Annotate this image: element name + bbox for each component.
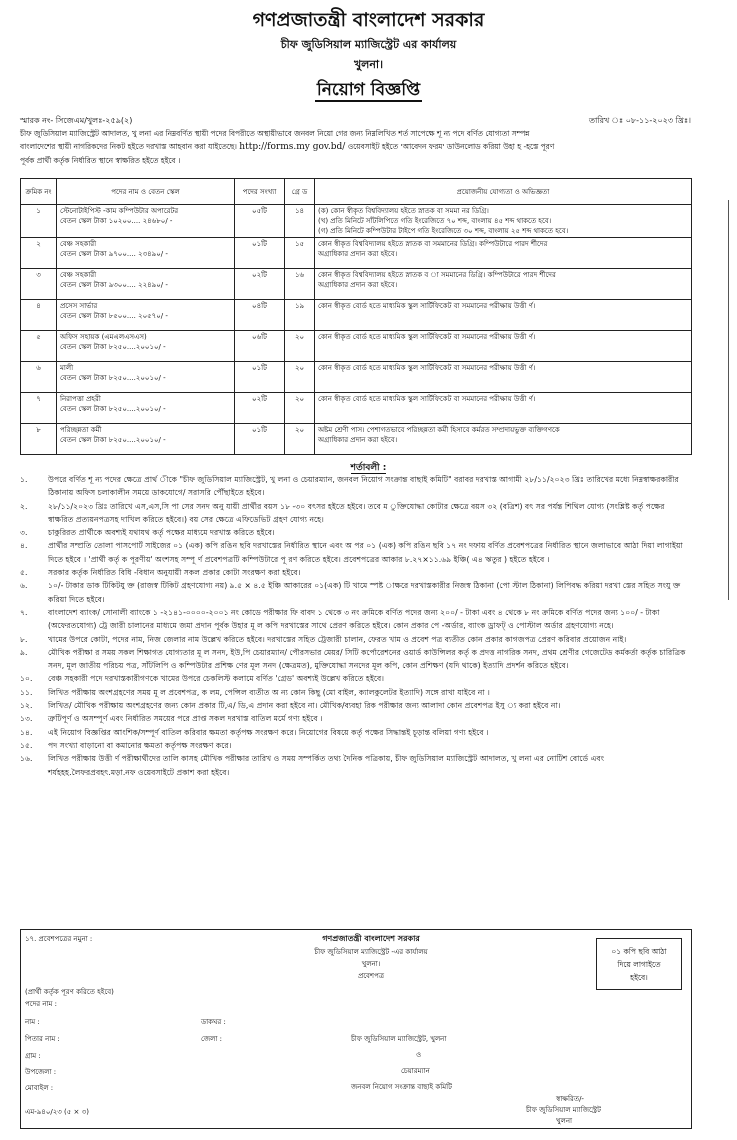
condition-number: ১২. [20,701,33,711]
condition-text: ২৮/১১/২০২৩ খ্রিঃ তারিখে এস,এস,সি পা সের সনদ অনু যায়ী প্রার্থীর বয়স ১৮ -৩০ বৎসর হইতে হইবে। তবে ম ুক্তিযোদ্ধা কোটার ক্ষেত্রে বয়স ৩২ (বত্রিশ) বৎ সর পর্যন্ত শিথিল যোগ্য (সংশ্লিষ্ট কর্তৃ পক্ষের স্বাক্ষরিত প্রত্যয়নপত্রসহ দাখিল করিতে হইবে।) বয় সের ক্ষেত্রে এফিডেভিট গ্রহণ যোগ্য নহে। [48,501,665,524]
field-upazila: উপজেলা : [25,1068,57,1076]
col-post: পদের নাম ও বেতন স্কেল [57,179,235,205]
admit-card-sample [20,929,692,1129]
condition-item [20,752,692,779]
photo-line-1: ০১ কপি ছবি আঠা [611,947,667,956]
condition-text: এই নিয়োগ বিজ্ঞপ্তির আংশিক/সম্পূর্ণ বাতিল করিবার ক্ষমতা কর্তৃপক্ষ সংরক্ষণ করে। নিয়োগের বিষয়ে কর্তৃ পক্ষের সিদ্ধান্তই চূড়ান্ত বলিয়া গণ্য হইবে । [48,727,489,737]
post-cell [57,362,235,393]
condition-number: ৮. [20,634,28,644]
office-city: খুলনা। [353,58,384,71]
signed-mark: স্বাক্ষরিত/- [556,1095,584,1103]
condition-item [20,566,692,579]
post-cell [57,205,235,238]
condition-text: প্রার্থীর সম্প্রতি তোলা পাসপোর্ট সাইজের ০১ (এক) কপি রঙিন ছবি দরখাস্তের নির্ধারিত স্থানে এবং অ পর ০১ (এক) কপি রঙিন ছবি ১৭ নং দফায় বর্ণিত প্রবেশপত্রের নির্ধারিত স্থানে জলাভাবে আঠা দিয়া লাগাইয়া দিতে হইবে । 'প্রার্থী কর্তৃ ক পূরণীয়' অংশসহ সম্পূ র্ণ প্রবেশপত্রটি কম্পিউটারে পূ রণ করিতে হইবে। প্রবেশপত্রের আকার ৮.২৭×১১.৬৯ ইঞ্চি( এ৪ ঋতুর ) হইতে হইবে । [48,541,683,564]
condition-item [20,686,692,699]
condition-number: ৬. [20,581,28,591]
condition-text: লিখিত/ মৌখিক পরীক্ষায় অংশগ্রহণের জন্য কোন প্রকার টি,এ/ ডি,এ প্রদান করা হইবে না। মৌখিক/ব্যবহা রিক পরীক্ষার জন্য আলাদা কোন প্রবেশপত্র ইসু ্য করা হইবে না। [48,701,561,711]
qual-line-1: কোন স্বীকৃত বোর্ড হতে মাধ্যমিক স্কুল সার্টিফিকেট বা সমমানের পরীক্ষায় উত্তী র্ণ। [318,395,536,403]
post-name: পরিচ্ছন্নতা কর্মী [60,426,102,434]
count-cell: ০২টি [235,269,285,300]
forms-url-link[interactable]: http://forms.my gov.bd/ [239,142,346,152]
serial-cell: ৭ [21,393,57,424]
qualification-cell [315,238,692,269]
intro-line-1: চীফ জুডিসিয়াল ম্যাজিস্ট্রেট আদালত, খু লনা এর নিম্নবর্ণিত স্থায়ী পদের বিপরীতে অস্থায়ীভাবে জনবল নিয়ো গের জন্য নিম্নলিখিত শর্ত সাপেক্ষে শূ ন্য পদে বর্ণিত যোগ্যতা সম্পন্ন [20,129,530,138]
pay-scale: বেতন স্কেল টাকা ৮২৫০....২০০১০/ - [60,436,166,444]
grade-cell: ২০ [285,393,315,424]
table-row [21,269,692,300]
post-cell [57,424,235,455]
qualification-cell [315,269,692,300]
condition-text: বেঞ্চ সহকারী পদে দরখাস্তকারীগণকে খামের উপরে চেকলিস্ট কলামে বর্ণিত 'গ্রেড' অবশ্যই উল্লেখ করিতে হইবে। [48,674,385,684]
qual-line-3: (গ) প্রতি মিনিটে কম্পিউটার টাইপে গতি ইংরেজিতে ৩০ শব্দ, বাংলায় ২৫ শব্দ থাকতে হবে। [318,227,569,235]
margin-line [728,200,729,600]
condition-text: পদ সংখ্যা বাড়ানো বা কমানোর ক্ষমতা কর্তৃপক্ষ সংরক্ষণ করে। [48,740,232,750]
condition-text: ত্রুটিপূর্ণ ও অসম্পূর্ণ এবং নির্ধারিত সময়ের পরে প্রাপ্ত সকল দরখাস্ত বাতিল মর্মে গণ্য হইবে । [48,714,323,724]
qualification-cell [315,331,692,362]
intro-line-2a: বাংলাদেশের স্থায়ী নাগরিকদের নিকট হইতে দরখাস্ত আহবান করা যাইতেছে। [20,142,237,151]
qual-line-1: কোন স্বীকৃত বিশ্ববিদ্যালয় হইতে স্নাতক ব া সমমানের ডিগ্রি। কম্পিউটারে পারদ র্শীদের [318,271,556,279]
qual-line-1: কোন স্বীকৃত বোর্ড হতে মাধ্যমিক স্কুল সার্টিফিকেট বা সমমানের পরীক্ষায় উত্তী র্ণ। [318,302,536,310]
col-grade: গ্রে ড [285,179,315,205]
signer-title: চীফ জুডিসিয়াল ম্যাজিস্ট্রেট [526,1106,601,1114]
admit-heading: প্রবেশপত্র [358,972,384,980]
condition-text: চাকুরিরত প্রার্থীকে অবশ্যই যথাযথ কর্তৃ পক্ষের মাধ্যমে দরখাস্ত করিতে হইবে। [48,528,275,538]
photo-line-2: দিয়ে লাগাইতে [617,960,661,969]
qualification-cell [315,205,692,238]
qualification-cell [315,424,692,455]
qual-line-2: অগ্রাধিকার প্রদান করা হইবে। [318,281,398,289]
condition-number: ৫. [20,568,28,578]
admit-govt: গণপ্রজাতন্ত্রী বাংলাদেশ সরকার [322,934,420,943]
condition-number: ৭. [20,607,28,617]
photo-box [596,938,682,990]
qual-line-1: (ক) কোন স্বীকৃত বিশ্ববিদ্যালয় হইতে স্নাতক বা সমমা নর ডিগ্রি। [318,207,489,215]
count-cell: ০১টি [235,362,285,393]
qual-line-1: কোন স্বীকৃত বোর্ড হতে মাধ্যমিক স্কুল সার্টিফিকেট বা সমমানের পরীক্ষায় উত্তী র্ণ। [318,333,536,341]
grade-cell: ১৪ [285,205,315,238]
intro-line-2 [20,140,692,154]
condition-text: খামের উপরে কোটা, পদের নাম, নিজ জেলার নাম উল্লেখ করিতে হইবে। দরখাস্তের সহিত ট্রেজারী চালান, ফেরত খাম ও প্রবেশ পত্র ব্যতীত কোন প্রকার কাগজপত্র প্রেরণ করিবার প্রয়োজন নাই। [48,634,627,644]
admit-chairman: চেয়ারম্যান [401,1067,430,1075]
table-header-row [21,179,692,205]
grade-cell: ২০ [285,424,315,455]
post-cell [57,269,235,300]
serial-cell: ২ [21,238,57,269]
qualification-cell [315,362,692,393]
office-name: চীফ জুডিসিয়াল ম্যাজিস্ট্রেট এর কার্যালয় [280,38,457,51]
intro-line-2b: ওয়েবসাইট হইতে 'আবেদন ফরম' ডাউনলোড করিয়া উহা হ -হস্তে পূরণ [347,142,555,151]
intro-line-3: পূর্বক প্রার্থী কর্তৃক নির্ধারিত স্থানে স্বাক্ষরিত হইতে হইবে । [20,156,181,165]
condition-number: ১৪. [20,727,33,737]
post-cell [57,300,235,331]
count-cell: ০১টি [235,424,285,455]
admit-city: খুলনা। [361,960,381,968]
admit-signer-office: চীফ জুডিসিয়াল ম্যাজিস্ট্রেট, খুলনা [351,1035,447,1043]
signer-city: খুলনা [556,1117,573,1125]
table-row [21,331,692,362]
posts-body [21,205,692,455]
post-cell [57,331,235,362]
qual-line-2: অগ্রাধিকার প্রদান করা হইবে। [318,250,398,258]
condition-text: সরকার কর্তৃক নির্ধারিত বিধি -বিধান অনুযায়ী সকল প্রকার কোটা সংরক্ষণ করা হইবে। [48,568,301,578]
pay-scale: বেতন স্কেল টাকা ৮৫০০.... ২০৫৭০/ - [60,312,168,320]
condition-text: মৌখিক পরীক্ষা র সময় সকল শিক্ষাগত যোগ্যতার মূ ল সনদ, ইউ,পি চেয়ারম্যান/ পৌরসভার মেয়র/ সিটি কর্পোরেশনের ওয়ার্ড কাউন্সিলর কর্তৃ ক প্রদত্ত নাগরিক সনদ, প্রথম শ্রেণীর গেজেটেড কর্মকর্তা কর্তৃক চারিত্রিক সনদ, মূল জাতীয় পরিচয় পত্র, সাঁটলিপি ও কম্পিউটার প্রশিক্ষ ণের মূল সনদ (ক্ষেত্রমত), মুক্তিযোদ্ধা সনদের মূল কপি, কোন প্রশিক্ষণ (যদি থাকে) ইত্যাদি প্রদর্শন করিতে হইবে। [48,647,686,671]
condition-item [20,633,692,646]
condition-item [20,739,692,752]
field-village: গ্রাম : [25,1052,41,1060]
condition-number: ১৬. [20,754,33,764]
serial-cell: ১ [21,205,57,238]
condition-text: ১০/- টাকার ডাক টিকিটযু ক্ত (রাজস্ব টিকিট গ্রহণযোগ্য নয়) ৯.৫ × ৪.৫ ইঞ্চি আকারের ০১(এক) টি খামে স্পষ্ট াক্ষরে দরখাস্তকারীর নিজস্ব ঠিকানা (পো স্টাল ঠিকানা) লিপিবদ্ধ করিয়া দরখা স্তের সহিত সংযু ক্ত করিয়া দিতে হইবে। [48,581,681,604]
condition-item [20,726,692,739]
condition-item [20,672,692,685]
pay-scale: বেতন স্কেল টাকা ১০২০০.... ২৪৬৮০/ - [60,217,173,225]
pay-scale: বেতন স্কেল টাকা ৮২৫০....২০০১০/ - [60,343,166,351]
count-cell: ০১টি [235,238,285,269]
col-count: পদের সংখ্যা [235,179,285,205]
field-father: পিতার নাম : [25,1035,60,1043]
qual-line-1: কোন স্বীকৃত বিশ্ববিদ্যালয় হইতে স্নাতক বা সমমানের ডিগ্রি। কম্পিউটারে পারদ র্শীদের [318,240,548,248]
count-cell: ০৬টি [235,331,285,362]
condition-item [20,606,692,633]
post-name: নিরাপত্তা প্রহরী [60,395,101,403]
filler-note: (প্রার্থী কর্তৃক পূরণ করিতে হইবে) [25,988,114,996]
condition-item [20,539,692,566]
conditions-list [20,473,692,779]
pay-scale: বেতন স্কেল টাকা ৯৭০০.... ২৩৪৯০/ - [60,250,168,258]
pay-scale: বেতন স্কেল টাকা ৮২৫০....২০০১০/ - [60,374,166,382]
post-name: অফিস সহায়ক (এমএলএসএস) [60,333,147,341]
field-name: নাম : [25,1018,40,1026]
qualification-cell [315,300,692,331]
govt-title: গণপ্রজাতন্ত্রী বাংলাদেশ সরকার [252,9,485,31]
post-name: বেঞ্চ সহকারী [60,240,97,248]
condition-text: লিখিত পরীক্ষায় উত্তী র্ণ পরীক্ষার্থীদের তালি কাসহ মৌখিক পরীক্ষার তারিখ ও সময় সম্পর্কিত তথ্য দৈনিক পত্রিকায়, চীফ জুডিসিয়াল ম্যাজিস্ট্রেট আদালত, খু লনা এর নোটিশ বোর্ডে এবং শর্যহহহ.লৈফরপ্রবহৎ.মড়া.নফ ওয়েবসাইটে প্রকাশ করা হইবে। [48,754,605,777]
field-post: পদের নাম : [25,1000,57,1008]
posts-table [20,178,692,455]
admit-card-label: ১৭. প্রবেশপত্রের নমুনা : [25,935,93,943]
admit-office: চীফ জুডিসিয়াল ম্যাজিস্ট্রেট -এর কার্যালয় [314,948,428,956]
condition-number: ১০. [20,674,33,684]
serial-cell: ৫ [21,331,57,362]
count-cell: ০৪টি [235,300,285,331]
condition-text: বাংলাদেশ ব্যাংক/ সোনালী ব্যাংকে ১ -২১৪১-০০০০-২০০১ নং কোডে পরীক্ষার ফি বাবদ ১ থেকে ৩ নং ক্রমিকে বর্ণিত পদের জন্য ২০০/ - টাকা এবং ৪ থেকে ৮ নং ক্রমিকে বর্ণিত পদের জন্য ১০০/ - টাকা (অফেরতযোগ্য) ট্রে জারী চালানের মাধ্যমে জমা প্রদান পূর্বক উহার মূ ল কপি দরখাস্তের সাথে প্রেরণ করিতে হইবে। কোন প্রকার পে -অর্ডার, ব্যাংক ড্রাফট্ ও পোস্টাল অর্ডার গ্রহণযোগ্য নহে। [48,607,660,631]
pay-scale: বেতন স্কেল টাকা ৮২৫০....২০০১০/ - [60,405,166,413]
condition-number: ৪. [20,541,28,551]
table-row [21,205,692,238]
table-row [21,238,692,269]
condition-item [20,699,692,712]
condition-number: ১. [20,475,28,484]
grade-cell: ১৫ [285,238,315,269]
conditions-title: শর্তাবলী : [350,463,387,473]
condition-item [20,473,692,500]
condition-item [20,500,692,527]
post-name: মালী [60,364,74,372]
condition-text: লিখিত পরীক্ষায় অংশগ্রহণের সময় মূ ল প্রবেশপত্র, ক লম, পেন্সিল ব্যতীত অ ন্য কোন কিছু (মো বাইল, ক্যালকুলেটর ইত্যাদি) সঙ্গে রাখা যাইবে না । [48,687,490,697]
serial-cell: ৮ [21,424,57,455]
col-qualification: প্রয়োজনীয় যোগ্যতা ও অভিজ্ঞতা [315,179,692,205]
field-post-office: ডাকঘর : [201,1018,226,1026]
serial-cell: ৬ [21,362,57,393]
intro-paragraph [20,127,692,167]
field-mobile: মোবাইল : [25,1084,54,1092]
post-name: স্টেনোটাইপিস্ট -কাম কম্পিউটার অপারেটর [60,207,179,215]
condition-item [20,526,692,539]
grade-cell: ২০ [285,362,315,393]
qual-line-1: অষ্টম শ্রেণী পাস। পেশাগতভাবে পরিচ্ছন্নতা কর্মী হিসাবে কর্মরত সম্প্রদায়ভুক্ত ব্যক্তিগণকে [318,426,560,434]
qual-line-2: অগ্রাধিকার প্রদান করা হইবে। [318,436,398,444]
grade-cell: ১৬ [285,269,315,300]
admit-committee: জনবল নিয়োগ সংক্রান্ত বাছাই কমিটি [351,1083,452,1091]
notice-title: নিয়োগ বিজ্ঞপ্তি [316,80,421,100]
post-name: বেঞ্চ সহকারী [60,271,97,279]
qual-line-2: (খ) প্রতি মিনিটে সাঁটলিপিতে গতি ইংরেজিতে ৭০ শব্দ, বাংলায় ৪৫ শব্দ থাকতে হবে। [318,217,552,225]
condition-number: ১৩. [20,714,33,724]
grade-cell: ২০ [285,331,315,362]
field-district: জেলা : [201,1035,222,1043]
memo-number: স্মারক নং- সিজেএম/খুলঃ-২৫৯(২) [20,116,133,125]
count-cell: ০২টি [235,393,285,424]
condition-item [20,646,692,673]
table-row [21,362,692,393]
count-cell: ০৫টি [235,205,285,238]
condition-number: ৩. [20,528,28,538]
post-cell [57,238,235,269]
post-cell [57,393,235,424]
qualification-cell [315,393,692,424]
condition-number: ১১. [20,687,33,697]
serial-cell: ৪ [21,300,57,331]
admit-and: ও [416,1051,422,1059]
table-row [21,424,692,455]
serial-cell: ৩ [21,269,57,300]
notice-title-wrap [0,77,737,105]
post-name: প্রসেস সার্ভার [60,302,98,310]
col-serial: ক্রমিক নং [21,179,57,205]
reference-code: এম-৯৪০/২৩ (৫ × ৩) [25,1108,89,1116]
memo-date: তারিখ ঃ ০৮-১১-২০২৩ খ্রিঃ। [588,116,691,125]
table-row [21,393,692,424]
grade-cell: ১৯ [285,300,315,331]
photo-line-3: হইবে। [630,973,648,982]
condition-number: ১৫. [20,740,33,750]
condition-item [20,712,692,725]
table-row [21,300,692,331]
condition-item [20,579,692,606]
qual-line-1: কোন স্বীকৃত বোর্ড হতে মাধ্যমিক স্কুল সার্টিফিকেট বা সমমানের পরীক্ষায় উত্তী র্ণ। [318,364,536,372]
condition-text: উপরে বর্ণিত শূ ন্য পদের ক্ষেত্রে প্রার্থ ীকে "চীফ জুডিসিয়াল ম্যাজিস্ট্রেট, খু লনা ও চেয়ারম্যান, জনবল নিয়োগ সংক্রান্ত বাছাই কমিটি" বরাবর দরখাস্ত আগামী ২৮/১১/২০২৩ খ্রিঃ তারিখের মধ্যে নিম্নস্বাক্ষরকারীর ঠিকানায় অফিস চলাকালীন সময়ে ডাকযোগে/ সরাসরি পৌঁছাইতে হইবে। [48,475,679,498]
condition-number: ৯. [20,647,28,657]
condition-number: ২. [20,501,28,511]
pay-scale: বেতন স্কেল টাকা ৯৩০০.... ২২৪৯০/ - [60,281,168,289]
